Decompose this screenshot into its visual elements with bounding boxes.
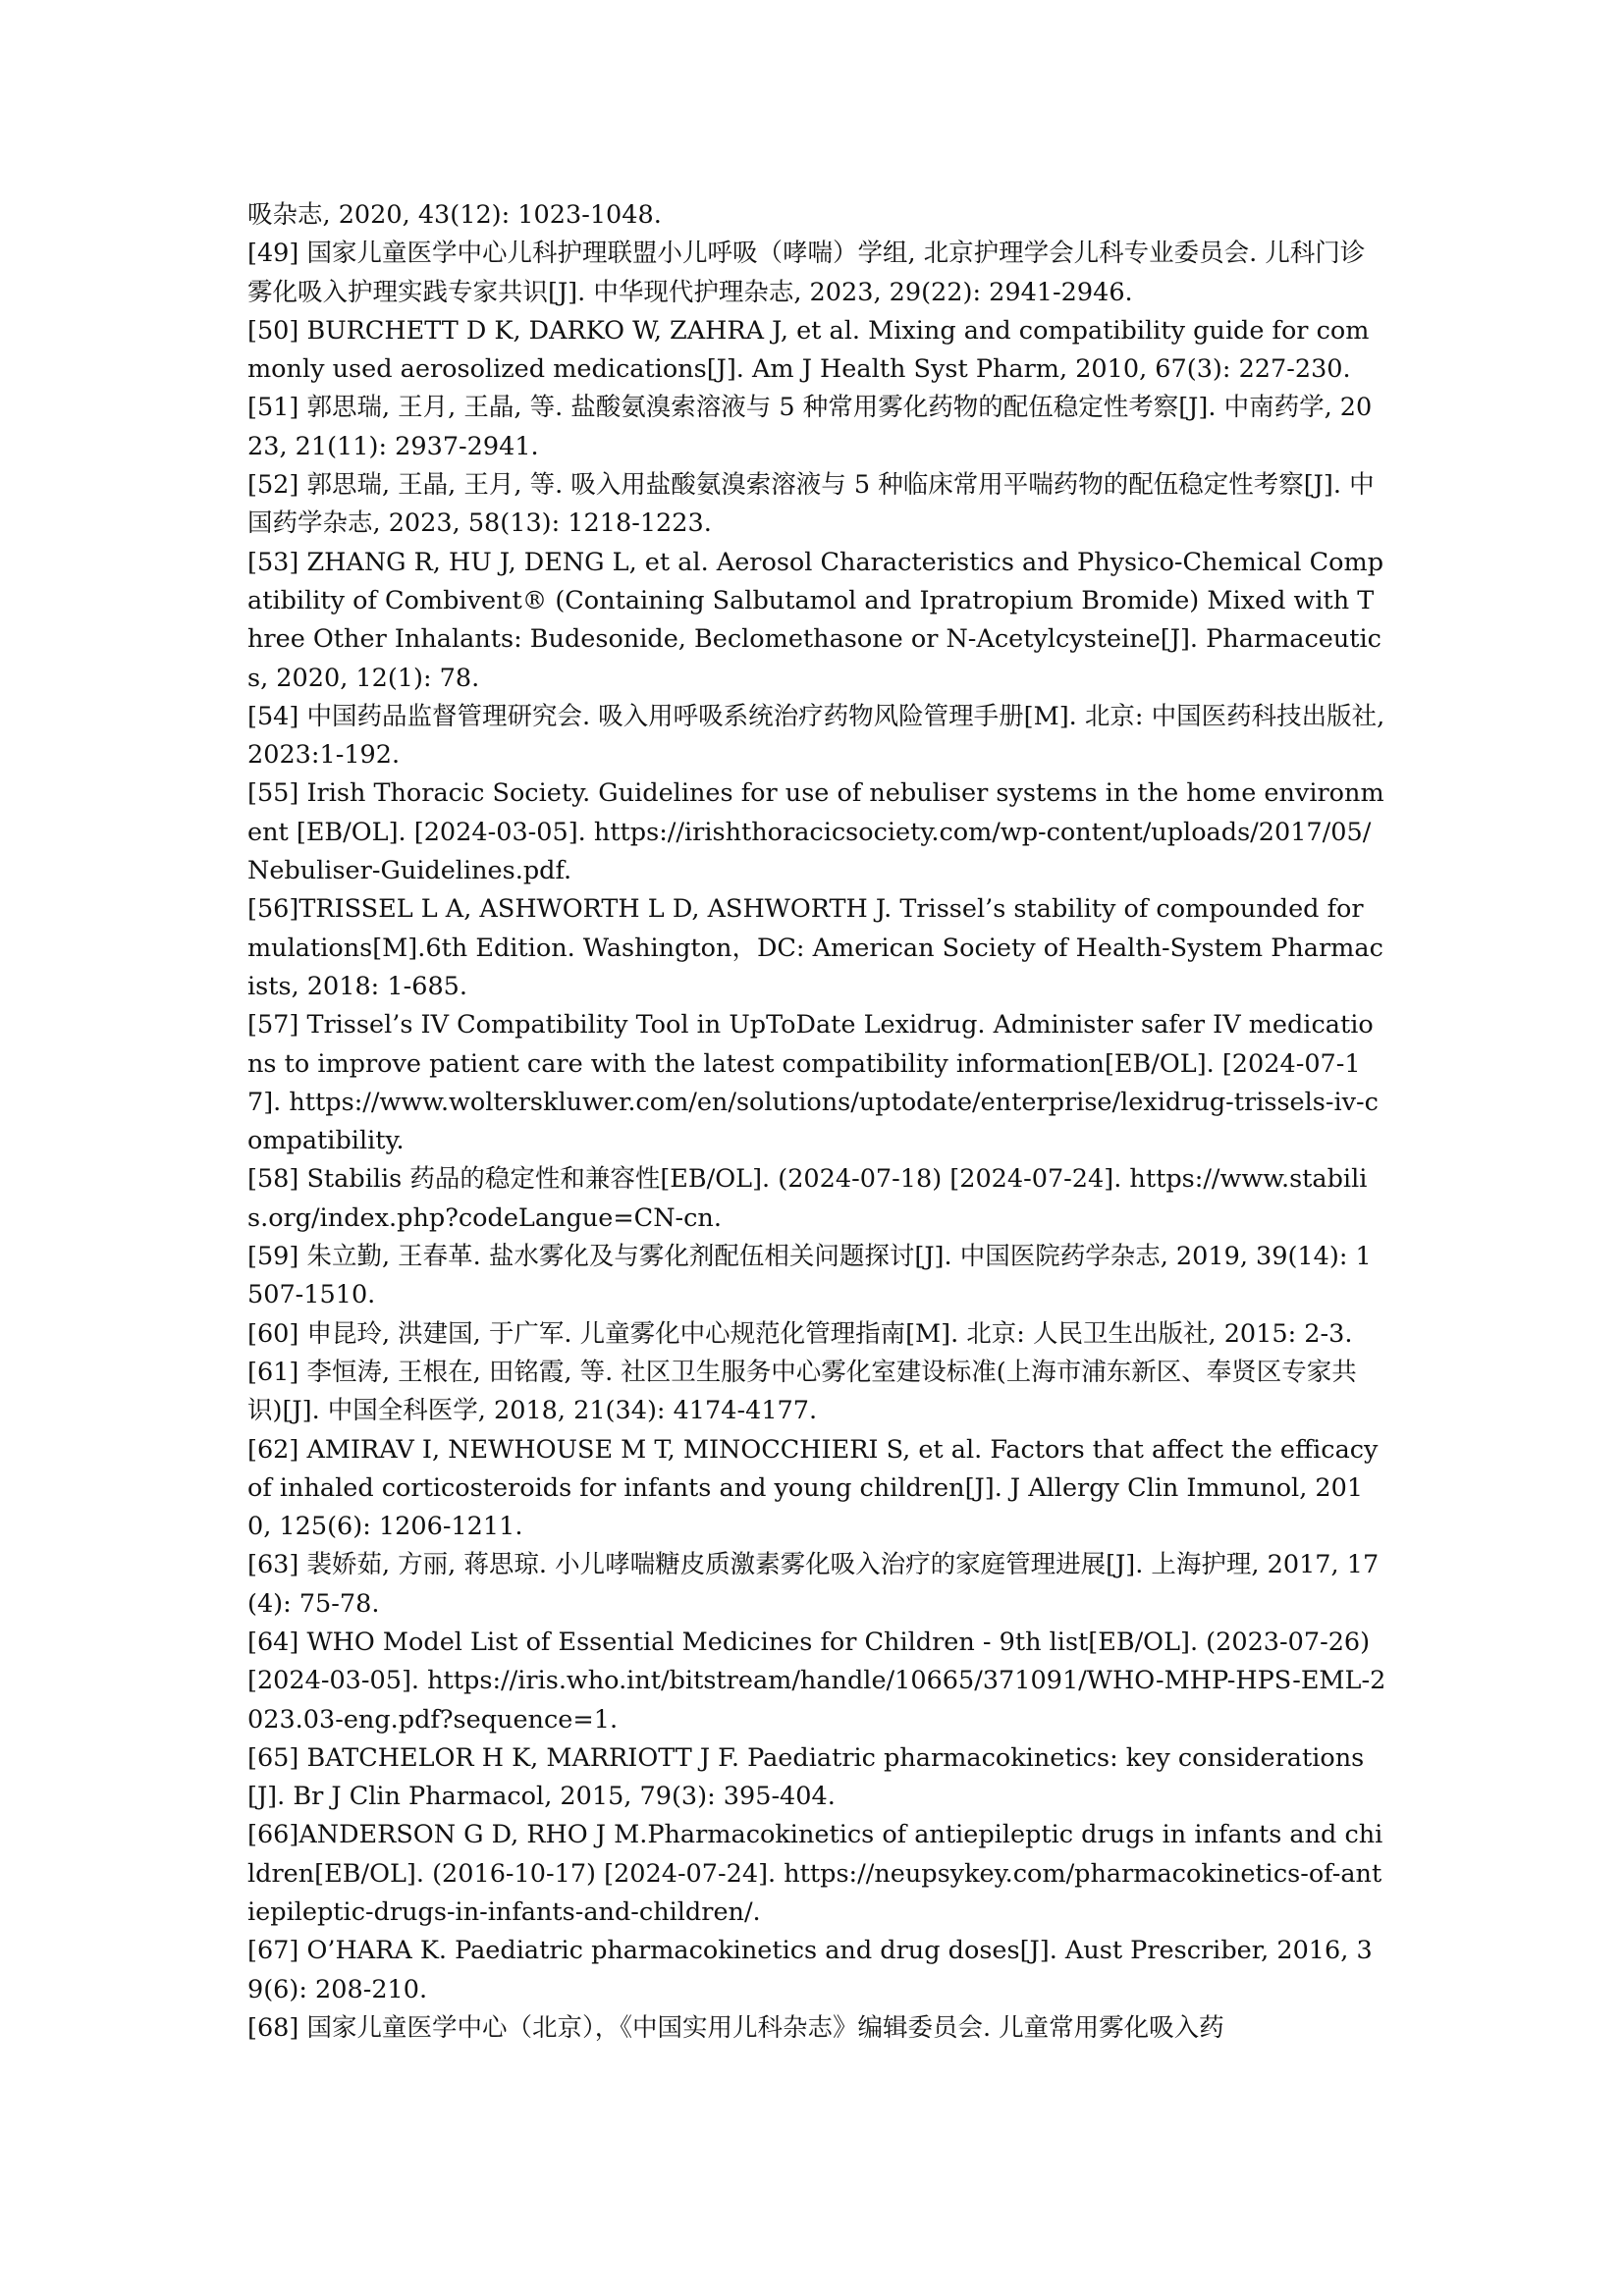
reference-item: [59] 朱立勤, 王春革. 盐水雾化及与雾化剂配伍相关问题探讨[J]. 中国医院药学杂志, 2019, 39(14): 1507-1510.	[247, 1242, 1372, 1310]
reference-item: [51] 郭思瑞, 王月, 王晶, 等. 盐酸氨溴索溶液与 5 种常用雾化药物的配伍稳定性考察[J]. 中南药学, 2023, 21(11): 2937-2941.	[247, 393, 1373, 461]
reference-list	[247, 196, 1386, 2048]
reference-item: [53] ZHANG R, HU J, DENG L, et al. Aerosol Characteristics and Physico-Chemical Compatibility of Combivent® (Containing Salbutamol and Ipratropium Bromide) Mixed with Three Other Inhalants: Budesonide, Beclomethasone or N-Acetylcysteine[J]. Pharmaceutics, 2020, 12(1): 78.	[247, 547, 1384, 693]
reference-item: [57] Trissel’s IV Compatibility Tool in UpToDate Lexidrug. Administer safer IV medications to improve patient care with the latest compatibility information[EB/OL]. [2024-07-17]. https://www.wolterskluwer.com/en/solutions/uptodate/enterprise/lexidrug-trissels-iv-compatibility.	[247, 1010, 1379, 1156]
reference-item: [63] 裴娇茹, 方丽, 蒋思琼. 小儿哮喘糖皮质激素雾化吸入治疗的家庭管理进展[J]. 上海护理, 2017, 17(4): 75-78.	[247, 1550, 1380, 1619]
reference-item: [58] Stabilis 药品的稳定性和兼容性[EB/OL]. (2024-07-18) [2024-07-24]. https://www.stabilis.org/index.php?codeLangue=CN-cn.	[247, 1164, 1368, 1233]
reference-item: [55] Irish Thoracic Society. Guidelines for use of nebuliser systems in the home environment [EB/OL]. [2024-03-05]. https://irishthoracicsociety.com/wp-content/uploads/2017/05/Nebuliser-Guidelines.pdf.	[247, 778, 1384, 886]
reference-item: [65] BATCHELOR H K, MARRIOTT J F. Paediatric pharmacokinetics: key considerations[J]. Br J Clin Pharmacol, 2015, 79(3): 395-404.	[247, 1742, 1365, 1812]
reference-item: [66]ANDERSON G D, RHO J M.Pharmacokinetics of antiepileptic drugs in infants and children[EB/OL]. (2016-10-17) [2024-07-24]. https://neupsykey.com/pharmacokinetics-of-antiepileptic-drugs-in-infants-and-children/.	[247, 1820, 1383, 1928]
reference-item: [52] 郭思瑞, 王晶, 王月, 等. 吸入用盐酸氨溴索溶液与 5 种临床常用平喘药物的配伍稳定性考察[J]. 中国药学杂志, 2023, 58(13): 1218-1223.	[247, 470, 1375, 539]
reference-item: [61] 李恒涛, 王根在, 田铭霞, 等. 社区卫生服务中心雾化室建设标准(上海市浦东新区、奉贤区专家共识)[J]. 中国全科医学, 2018, 21(34): 4174-4177.	[247, 1357, 1357, 1426]
reference-item: [50] BURCHETT D K, DARKO W, ZAHRA J, et al. Mixing and compatibility guide for commonly used aerosolized medications[J]. Am J Health Syst Pharm, 2010, 67(3): 227-230.	[247, 315, 1370, 385]
reference-item: [67] O’HARA K. Paediatric pharmacokinetics and drug doses[J]. Aust Prescriber, 2016, 39(6): 208-210.	[247, 1936, 1373, 2004]
reference-item: [49] 国家儿童医学中心儿科护理联盟小儿呼吸（哮喘）学组, 北京护理学会儿科专业委员会. 儿科门诊雾化吸入护理实践专家共识[J]. 中华现代护理杂志, 2023, 29(22): 2941-2946.	[247, 239, 1366, 307]
reference-item: [60] 申昆玲, 洪建国, 于广军. 儿童雾化中心规范化管理指南[M]. 北京: 人民卫生出版社, 2015: 2-3.	[247, 1318, 1353, 1349]
reference-item: [64] WHO Model List of Essential Medicines for Children - 9th list[EB/OL]. (2023-07-26) [2024-03-05]. https://iris.who.int/bitstream/handle/10665/371091/WHO-MHP-HPS-EML-2023.03-eng.pdf?sequence=1.	[247, 1627, 1386, 1735]
reference-item: [54] 中国药品监督管理研究会. 吸入用呼吸系统治疗药物风险管理手册[M]. 北京: 中国医药科技出版社, 2023:1-192.	[247, 701, 1385, 771]
reference-item: [56]TRISSEL L A, ASHWORTH L D, ASHWORTH J. Trissel’s stability of compounded formulations[M].6th Edition. Washington，DC: American Society of Health-System Pharmacists, 2018: 1-685.	[247, 894, 1383, 1001]
reference-item: [62] AMIRAV I, NEWHOUSE M T, MINOCCHIERI S, et al. Factors that affect the efficacy of inhaled corticosteroids for infants and young children[J]. J Allergy Clin Immunol, 2010, 125(6): 1206-1211.	[247, 1434, 1379, 1542]
reference-item: [68] 国家儿童医学中心（北京），《中国实用儿科杂志》编辑委员会. 儿童常用雾化吸入药	[247, 2012, 1224, 2043]
reference-item: 吸杂志, 2020, 43(12): 1023-1048.	[247, 200, 662, 230]
